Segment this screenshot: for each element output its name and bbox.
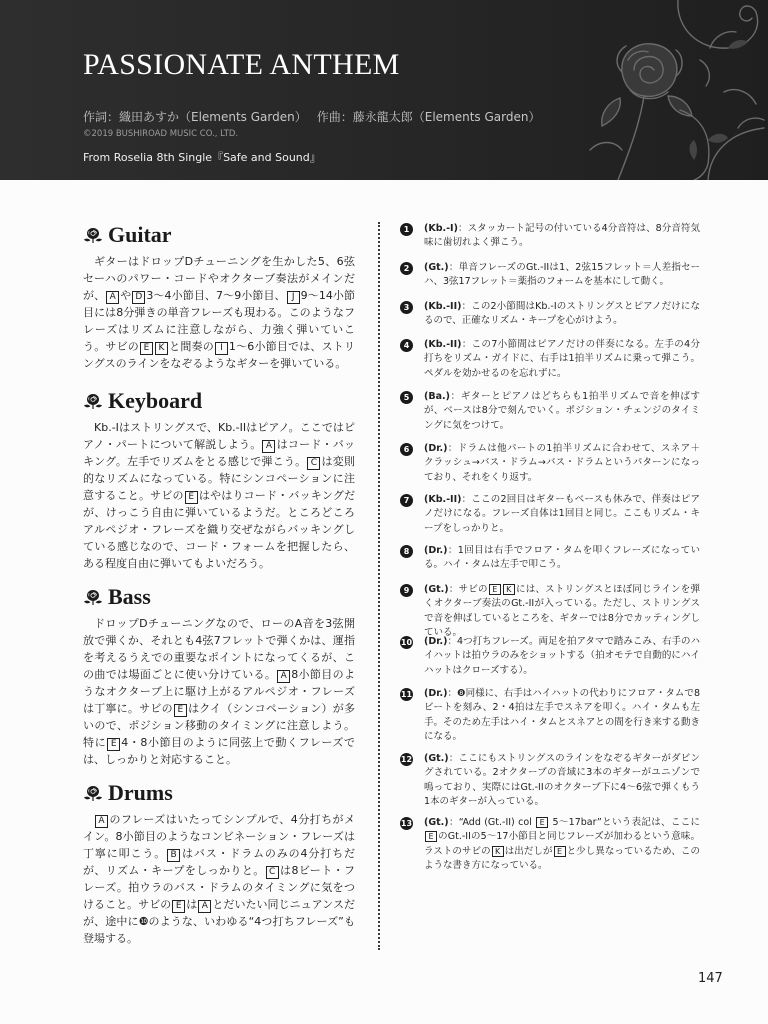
- title-banner: [0, 0, 768, 180]
- note-text: [424, 261, 700, 290]
- rehearsal-mark-box: A: [277, 670, 290, 683]
- text-run: ：ここの2回目はギターもベースも休みで、伴奏はピアノだけになる。フレーズ自体は1回目と同じ。ここもリズム・キープをしっかりと。: [424, 494, 700, 534]
- note-body: [424, 584, 700, 638]
- text-run: ：ギターとピアノはどちらも1拍半リズムで音を伸ばすが、ベースは8分で刻んでいく。ポジション・チェンジのタイミングに気をつけて。: [424, 391, 700, 431]
- section-heading-text: Bass: [108, 584, 151, 609]
- rehearsal-mark-box: A: [95, 815, 108, 828]
- note-number-badge: 3: [400, 301, 413, 314]
- note-3: [400, 300, 700, 329]
- note-13: [400, 816, 700, 874]
- section-drums: [83, 780, 355, 947]
- section-heading: [83, 388, 355, 414]
- note-body: [424, 753, 700, 807]
- note-number-badge: 7: [400, 494, 413, 507]
- note-text: [424, 300, 700, 329]
- part-label: (Dr.): [424, 688, 448, 699]
- rehearsal-mark-box: D: [132, 291, 145, 304]
- note-text: [424, 338, 700, 381]
- section-keyboard: [83, 388, 355, 572]
- note-2: [400, 261, 700, 290]
- rehearsal-mark-box: E: [489, 584, 501, 595]
- note-text: [424, 635, 700, 678]
- note-number-badge: 1: [400, 223, 413, 236]
- part-label: (Kb.-I): [424, 223, 458, 234]
- lyrics-credit: 作詞：織田あすか（Elements Garden）: [83, 110, 307, 124]
- note-number-badge: 2: [400, 262, 413, 275]
- note-number-badge: 12: [400, 755, 413, 764]
- part-label: (Gt.): [424, 584, 449, 595]
- rehearsal-mark-box: A: [106, 291, 119, 304]
- note-body: [424, 223, 700, 248]
- note-number-badge: 9: [400, 584, 413, 597]
- section-heading-text: Guitar: [108, 222, 172, 247]
- rose-vine-ornament: [560, 0, 768, 180]
- text-run: ：この2小節間はKb.-Iのストリングスとピアノだけになるので、正確なリズム・キープを心がけよう。: [424, 301, 700, 327]
- rehearsal-mark-box: C: [307, 457, 320, 470]
- part-label: (Gt.): [424, 262, 449, 273]
- note-9: [400, 583, 700, 641]
- text-run: 1～6小節目では、ストリングスのラインをなぞるようなギターを弾いている。: [83, 340, 355, 370]
- rehearsal-mark-box: J: [287, 291, 300, 304]
- note-body: [424, 262, 700, 287]
- text-run: には、ストリングスとほぼ同じラインを弾くオクターブ奏法のGt.-IIが入っている。ただし、ストリングスで音を伸ばしているところを、ギターでは8分でカッティングしている。: [424, 584, 700, 639]
- rose-icon: [83, 392, 103, 410]
- note-text: [424, 442, 700, 485]
- note-text: [424, 816, 700, 874]
- note-12: [400, 752, 700, 810]
- note-6: [400, 442, 700, 485]
- part-label: (Kb.-II): [424, 339, 462, 350]
- text-run: はバス・ドラムのみの4分打ちだが、リズム・キープをしっかりと。: [83, 847, 356, 877]
- section-bass: [83, 584, 355, 768]
- text-run: ：❽同様に、右手はハイハットの代わりにフロア・タムで8ビートを刻み、2・4拍は左手でスネアを叩く。ハイ・タムも左手。そのため左手はハイ・タムとスネアとの間を行き来する動きになる。: [424, 688, 700, 743]
- rehearsal-mark-box: E: [174, 704, 187, 717]
- note-1: [400, 222, 700, 251]
- text-run: 3～4小節目、7～9小節目、: [146, 289, 286, 302]
- note-body: [424, 545, 700, 570]
- rehearsal-mark-box: E: [185, 491, 198, 504]
- text-run: はクイ（シンコペーション）が多いので、ポジション移動のタイミングに注意しよう。特に: [83, 702, 356, 749]
- part-label: (Kb.-II): [424, 494, 462, 505]
- text-run: ：単音フレーズのGt.-IIは1、2弦15フレット＝人差指セーハ、3弦17フレット＝薬指のフォームを基本にして動く。: [424, 262, 700, 288]
- section-heading: [83, 584, 355, 610]
- text-run: と間奏の: [168, 340, 214, 353]
- note-body: [424, 391, 700, 431]
- rehearsal-mark-box: E: [107, 738, 120, 751]
- note-body: [424, 339, 700, 379]
- text-run: 8小節目のようなオクターブ上に駆け上がるアルペジオ・フレーズは丁寧に。サビの: [83, 668, 356, 715]
- part-label: (Kb.-II): [424, 301, 462, 312]
- note-body: [424, 494, 700, 534]
- part-label: (Gt.): [424, 753, 449, 764]
- note-5: [400, 390, 700, 433]
- rehearsal-mark-box: K: [492, 846, 504, 857]
- text-run: ：“Add (Gt.-II) col: [448, 817, 536, 828]
- note-number-badge: 10: [400, 638, 413, 647]
- music-credit: 作曲：藤永龍太郎（Elements Garden）: [316, 110, 541, 124]
- part-label: (Gt.): [424, 817, 449, 828]
- note-body: [424, 443, 700, 483]
- text-run: 9～14小節目には8分弾きの単音フレーズも現わる。このようなフレーズはリズムに注意しながら、力強く弾いていこう。サビの: [83, 289, 356, 353]
- section-body: [83, 419, 355, 572]
- text-run: ：4つ打ちフレーズ。両足を拍アタマで踏みこみ、右手のハイハットは拍ウラのみをショットする（拍オモテで自動的にハイハットはクローズする）。: [424, 636, 700, 676]
- page-number: 147: [698, 971, 723, 986]
- note-text: [424, 544, 700, 573]
- note-11: [400, 687, 700, 745]
- note-number-badge: 6: [400, 443, 413, 456]
- rehearsal-mark-box: C: [266, 866, 279, 879]
- rehearsal-mark-box: I: [215, 342, 228, 355]
- part-label: (Dr.): [424, 545, 448, 556]
- text-run: Kb.-Iはストリングスで、Kb.-IIはピアノ。ここではピアノ・パートについて解説しよう。: [83, 421, 355, 451]
- credits-line: [83, 109, 540, 125]
- text-run: とだいたい同じニュアンスだが、途中に❿のような、いわゆる“4つ打ちフレーズ”も登場する。: [83, 898, 356, 945]
- text-run: はコード・バッキング。左手でリズムをとる感じで弾こう。: [83, 438, 356, 468]
- section-body: [83, 253, 355, 372]
- rehearsal-mark-box: E: [554, 846, 566, 857]
- text-run: と少し異なっているため、このような書き方になっている。: [424, 845, 700, 872]
- section-heading-text: Keyboard: [108, 388, 203, 413]
- text-run: 4・8小節目のように同弦上で動くフレーズでは、しっかりと対応すること。: [83, 736, 355, 766]
- rehearsal-mark-box: E: [172, 900, 185, 913]
- copyright-notice: ©2019 BUSHIROAD MUSIC CO., LTD.: [83, 129, 239, 139]
- song-title: PASSIONATE ANTHEM: [83, 48, 400, 81]
- part-label: (Dr.): [424, 443, 448, 454]
- text-run: のフレーズはいたってシンプルで、4分打ちがメイン。8小節目のようなコンビネーション・フレーズは丁寧に叩こう。: [83, 813, 355, 860]
- text-run: ：1回目は右手でフロア・タムを叩くフレーズになっている。ハイ・タムは左手で叩こう。: [424, 545, 700, 571]
- rehearsal-mark-box: E: [536, 817, 548, 828]
- section-heading: [83, 222, 355, 248]
- text-run: や: [120, 289, 132, 302]
- section-heading: [83, 780, 355, 806]
- note-number-badge: 5: [400, 391, 413, 404]
- text-run: は8ビート・フレーズ。拍ウラのバス・ドラムのタイミングに気をつけること。サビの: [83, 864, 355, 911]
- note-text: [424, 390, 700, 433]
- section-body: [83, 811, 355, 947]
- rehearsal-mark-box: K: [155, 342, 168, 355]
- rehearsal-mark-box: A: [262, 440, 275, 453]
- note-number-badge: 8: [400, 545, 413, 558]
- note-text: [424, 687, 700, 745]
- note-number-badge: 4: [400, 339, 413, 352]
- text-run: のGt.-IIの5～17小節目と同じフレーズが加わるという意味。ラストのサビの: [424, 831, 700, 857]
- note-10: [400, 635, 700, 678]
- text-run: ：ドラムは他パートの1拍半リズムに合わせて、スネア＋クラッシュ→バス・ドラム→バス・ドラムというパターンになっており、それをくり返す。: [424, 443, 700, 483]
- part-label: (Ba.): [424, 391, 450, 402]
- note-number-badge: 13: [400, 819, 413, 828]
- note-body: [424, 688, 700, 742]
- text-run: は: [186, 898, 198, 911]
- rehearsal-mark-box: K: [503, 584, 515, 595]
- text-run: はやはりコード・バッキングだが、けっこう自由に弾いているようだ。ところどころアルペジオ・フレーズを織り交ぜながらバッキングしている感じなので、コード・フォームを把握したら、ある程度自由に弾いてもよいだろう。: [83, 489, 356, 570]
- note-4: [400, 338, 700, 381]
- rehearsal-mark-box: B: [167, 849, 180, 862]
- text-run: ：サビの: [448, 584, 488, 595]
- note-body: [424, 301, 700, 326]
- rehearsal-mark-box: E: [425, 831, 437, 842]
- text-run: は変則的なリズムになっている。特にシンコペーションに注意すること。サビの: [83, 455, 355, 502]
- text-run: ：スタッカート記号の付いている4分音符は、8分音符気味に歯切れよく弾こう。: [424, 223, 700, 249]
- note-body: [424, 817, 700, 871]
- rose-icon: [83, 784, 103, 802]
- text-run: ドロップDチューニングなので、ローのA音を3弦開放で弾くか、それとも4弦7フレットで弾くかは、運指を考えるうえでの重要なポイントになってくるが、この曲では場面ごとに使い分けている。: [83, 617, 355, 681]
- part-label: (Dr.): [424, 636, 448, 647]
- section-heading-text: Drums: [108, 780, 173, 805]
- note-text: [424, 583, 700, 641]
- column-divider: [378, 222, 380, 950]
- text-run: ：この7小節間はピアノだけの伴奏になる。左手の4分打ちをリズム・ガイドに、右手は1拍半リズムに乗って弾こう。ペダルを効かせるのを忘れずに。: [424, 339, 700, 379]
- text-run: 5～17bar”という表記は、ここに: [549, 817, 701, 828]
- rose-icon: [83, 588, 103, 606]
- note-text: [424, 222, 700, 251]
- section-body: [83, 615, 355, 768]
- text-run: ギターはドロップDチューニングを生かした5、6弦セーハのパワー・コードやオクターブ奏法がメインだが、: [83, 255, 355, 302]
- section-guitar: [83, 222, 355, 372]
- note-7: [400, 493, 700, 536]
- rehearsal-mark-box: A: [198, 900, 211, 913]
- note-body: [424, 636, 700, 676]
- rose-icon: [83, 226, 103, 244]
- note-8: [400, 544, 700, 573]
- note-text: [424, 493, 700, 536]
- source-single: From Roselia 8th Single『Safe and Sound』: [83, 151, 321, 164]
- text-run: ：ここにもストリングスのラインをなぞるギターがダビングされている。2オクターブの音域に3本のギターがユニゾンで鳴っており、実際にはGt.-IIのオクターブ下に4～6弦で弾くもう1本のギターが入っている。: [424, 753, 700, 808]
- text-run: は出だしが: [504, 845, 553, 857]
- note-text: [424, 752, 700, 810]
- note-number-badge: 11: [400, 690, 413, 699]
- rehearsal-mark-box: E: [140, 342, 153, 355]
